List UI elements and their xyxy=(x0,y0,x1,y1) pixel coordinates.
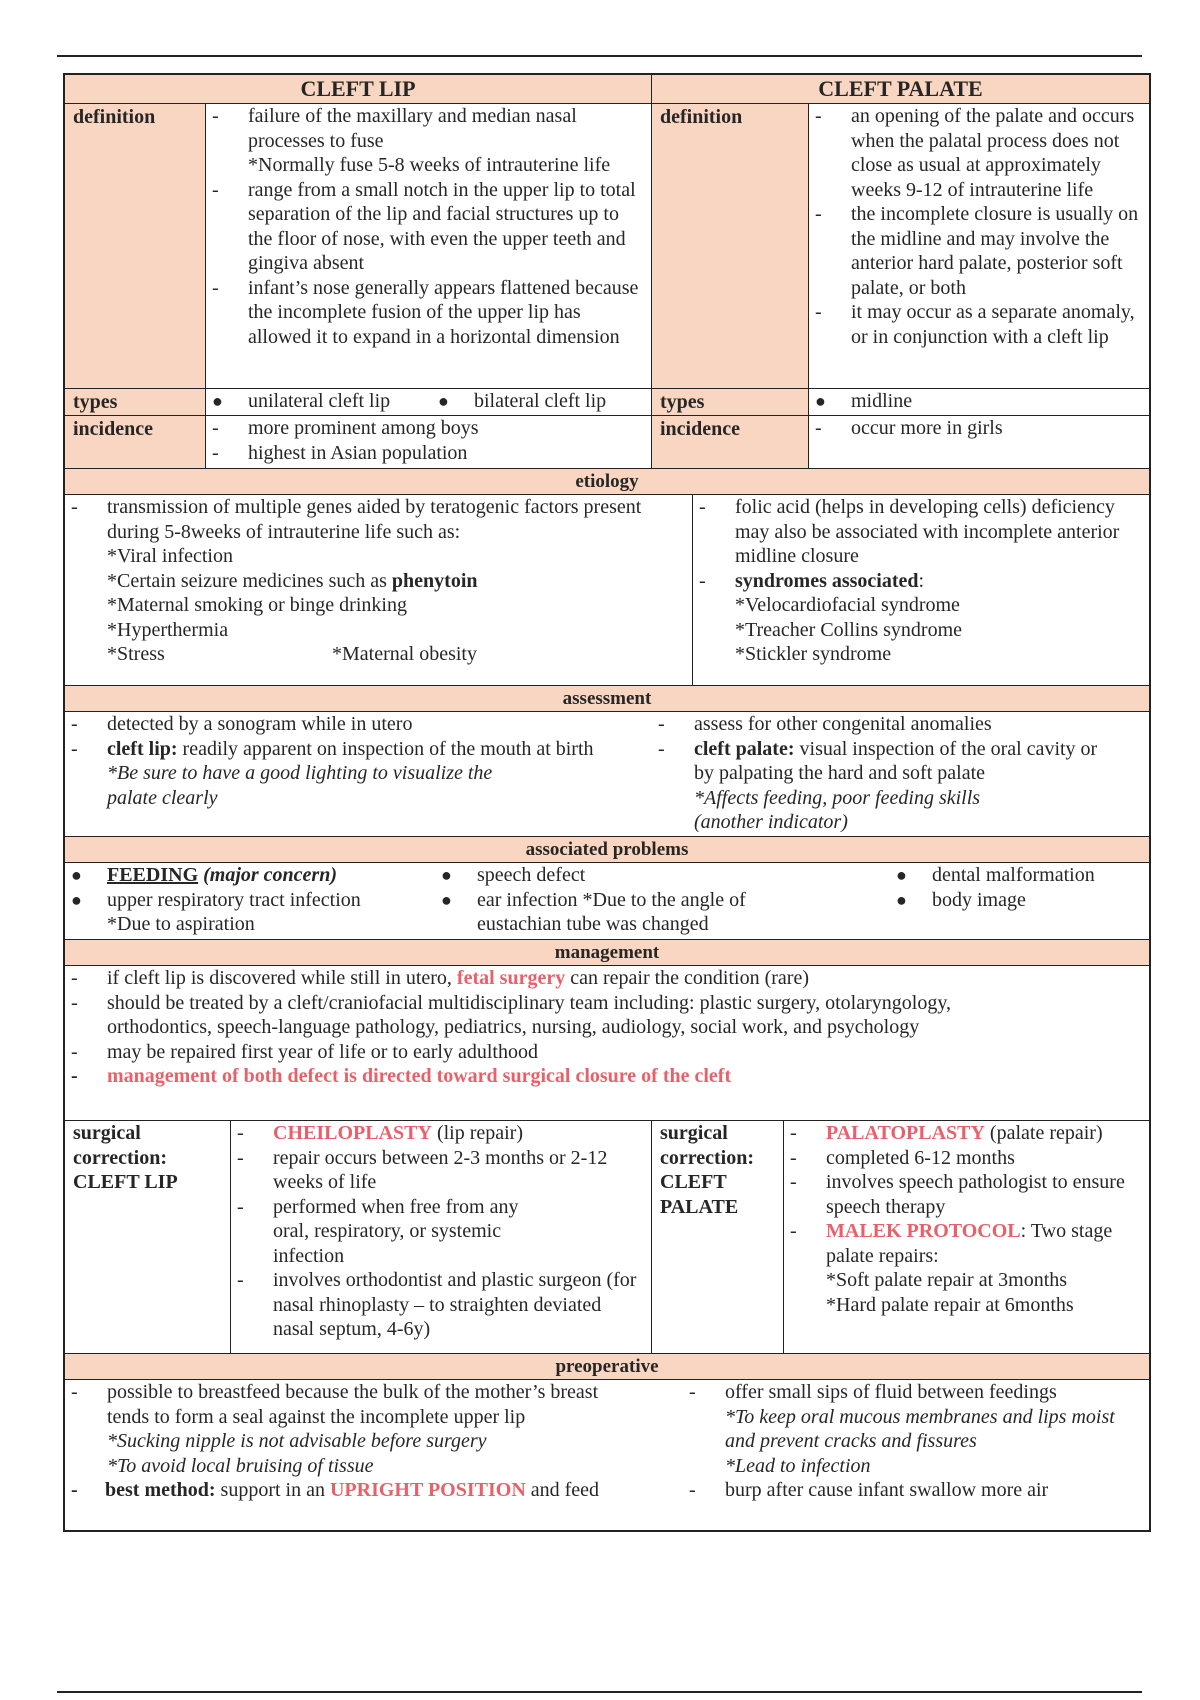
list-item: - it may occur as a separate anomaly, or in conjunction with a cleft lip xyxy=(815,301,1135,348)
list-item: ● body image xyxy=(896,888,1026,911)
cleft-lip-incidence-label: incidence xyxy=(65,416,206,468)
list-item: - PALATOPLASTY (palate repair) xyxy=(790,1122,1103,1144)
preop-bruising-note: *To avoid local bruising of tissue xyxy=(107,1454,374,1477)
problems-col-3 xyxy=(890,863,1149,939)
cleft-table xyxy=(63,73,1151,1532)
etiology-viral: *Viral infection xyxy=(107,545,233,567)
list-item: - infant’s nose generally appears flattened because the incomplete fusion of the upper lip has allowed it to expand in a horizontal dimension xyxy=(212,276,639,348)
soft-palate-repair: *Soft palate repair at 3months xyxy=(826,1269,1068,1291)
etiology-seizure: *Certain seizure medicines such as phenytoin xyxy=(107,569,478,592)
cleft-lip-definition-label: definition xyxy=(65,104,206,388)
cleft-lip-definition xyxy=(206,104,652,388)
cleft-palate-definition xyxy=(809,104,1149,388)
associated-problems-heading: associated problems xyxy=(65,837,1149,863)
management-heading: management xyxy=(65,940,1149,966)
syndrome-treacher: *Treacher Collins syndrome xyxy=(735,618,963,641)
list-item: ● ear infection *Due to the angle of eustachian tube was changed xyxy=(441,888,746,935)
list-item: - involves speech pathologist to ensure speech therapy xyxy=(790,1171,1125,1218)
list-item: - burp after cause infant swallow more air xyxy=(689,1479,1049,1501)
list-item: ● speech defect xyxy=(441,864,586,886)
cleft-lip-title: CLEFT LIP xyxy=(65,75,652,103)
assessment-lip-note: *Be sure to have a good lighting to visualize the palate clearly xyxy=(107,762,493,809)
problems-col-2 xyxy=(435,863,890,939)
list-item: - range from a small notch in the upper lip to total separation of the lip and facial structures up to the floor of nose, with even the upper teeth and gingiva absent xyxy=(212,178,636,274)
assessment-right xyxy=(652,712,1149,836)
list-item: - CHEILOPLASTY (lip repair) xyxy=(237,1122,524,1144)
list-item: - offer small sips of fluid between feedings xyxy=(689,1381,1057,1403)
management-list xyxy=(65,966,1149,1120)
list-item: - syndromes associated: xyxy=(699,569,925,592)
problems-row xyxy=(65,863,1149,940)
list-item: - the incomplete closure is usually on the midline and may involve the anterior hard palate, posterior soft palate, or both xyxy=(815,203,1139,299)
list-item: - involves orthodontist and plastic surgeon (for nasal rhinoplasty – to straighten deviated nasal septum, 4-6y) xyxy=(237,1269,637,1340)
list-item: - performed when free from any oral, respiratory, or systemic infection xyxy=(237,1195,519,1267)
list-item: - more prominent among boys xyxy=(212,417,479,439)
list-item: - if cleft lip is discovered while still in utero, fetal surgery can repair the condition (rare) xyxy=(71,967,809,989)
cleft-palate-title: CLEFT PALATE xyxy=(652,75,1149,103)
list-item: - transmission of multiple genes aided by teratogenic factors present during 5-8weeks of intrauterine life such as: xyxy=(71,496,642,543)
assessment-left xyxy=(65,712,652,836)
surgical-palate-label: surgical correction: CLEFT PALATE xyxy=(652,1121,784,1353)
preop-sucking-note: *Sucking nipple is not advisable before surgery xyxy=(107,1430,487,1452)
etiology-row xyxy=(65,495,1149,686)
etiology-left xyxy=(65,495,693,685)
etiology-right xyxy=(693,495,1149,685)
list-item: - detected by a sonogram while in utero xyxy=(71,713,413,735)
preoperative-right xyxy=(683,1380,1149,1530)
list-item: - assess for other congenital anomalies xyxy=(658,713,992,735)
list-item: - completed 6-12 months xyxy=(790,1146,1015,1169)
surgical-row xyxy=(65,1121,1149,1354)
types-row xyxy=(65,389,1149,416)
cleft-palate-definition-label: definition xyxy=(652,104,809,388)
bottom-rule xyxy=(57,1691,1142,1693)
list-item: - MALEK PROTOCOL: Two stage palate repairs: xyxy=(790,1220,1113,1267)
list-item: - highest in Asian population xyxy=(212,441,468,464)
preop-infection-note: *Lead to infection xyxy=(725,1454,871,1477)
list-item: - possible to breastfeed because the bulk of the mother’s breast tends to form a seal against the incomplete upper lip xyxy=(71,1381,599,1428)
cleft-lip-types: ● unilateral cleft lip ● bilateral cleft lip xyxy=(206,389,652,415)
syndrome-velo: *Velocardiofacial syndrome xyxy=(735,594,960,616)
note: *Normally fuse 5-8 weeks of intrauterine life xyxy=(248,154,611,176)
list-item: - may be repaired first year of life or to early adulthood xyxy=(71,1040,538,1063)
cleft-lip-types-label: types xyxy=(65,389,206,415)
list-item: ● dental malformation xyxy=(896,864,1095,886)
cleft-palate-incidence-label: incidence xyxy=(652,416,809,468)
surgical-palate-list xyxy=(784,1121,1149,1353)
title-row xyxy=(65,75,1149,104)
etiology-hyperthermia: *Hyperthermia xyxy=(107,618,229,641)
list-item: - cleft palate: visual inspection of the oral cavity or by palpating the hard and soft palate xyxy=(658,737,1098,784)
management-row xyxy=(65,966,1149,1121)
list-item: - failure of the maxillary and median nasal processes to fuse xyxy=(212,105,577,152)
list-item: ● FEEDING (major concern) xyxy=(71,864,338,886)
incidence-row xyxy=(65,416,1149,469)
preoperative-row xyxy=(65,1380,1149,1530)
cleft-lip-incidence xyxy=(206,416,652,468)
problems-col-1 xyxy=(65,863,435,939)
etiology-smoking: *Maternal smoking or binge drinking xyxy=(107,594,407,616)
cleft-palate-types-label: types xyxy=(652,389,809,415)
hard-palate-repair: *Hard palate repair at 6months xyxy=(826,1293,1074,1316)
preoperative-heading: preoperative xyxy=(65,1354,1149,1380)
assessment-heading: assessment xyxy=(65,686,1149,712)
surgical-lip-list xyxy=(231,1121,652,1353)
assessment-palate-note: *Affects feeding, poor feeding skills (another indicator) xyxy=(694,786,981,833)
etiology-heading: etiology xyxy=(65,469,1149,495)
list-item: - occur more in girls xyxy=(815,417,1003,439)
etiology-stress-obesity: *Stress *Maternal obesity xyxy=(107,643,477,665)
top-rule xyxy=(57,55,1142,57)
syndrome-stickler: *Stickler syndrome xyxy=(735,643,892,665)
list-item: - management of both defect is directed toward surgical closure of the cleft xyxy=(71,1065,732,1087)
preop-moist-note: *To keep oral mucous membranes and lips moist and prevent cracks and fissures xyxy=(725,1405,1115,1452)
cleft-palate-types: ● midline xyxy=(815,390,913,412)
list-item: - an opening of the palate and occurs when the palatal process does not close as usual at approximately weeks 9-12 of intrauterine life xyxy=(815,105,1135,201)
list-item: - repair occurs between 2-3 months or 2-12 weeks of life xyxy=(237,1146,608,1193)
preoperative-left xyxy=(65,1380,683,1530)
assessment-row xyxy=(65,712,1149,837)
surgical-lip-label: surgical correction: CLEFT LIP xyxy=(65,1121,231,1353)
list-item: - cleft lip: readily apparent on inspection of the mouth at birth xyxy=(71,737,594,760)
cleft-palate-incidence xyxy=(809,416,1149,468)
list-item: ● upper respiratory tract infection xyxy=(71,888,361,911)
list-item: - should be treated by a cleft/craniofacial multidisciplinary team including: plastic surgery, otolaryngology, orthodontics, speech-language pathology, pediatrics, nursing, audiology, social work, and psychology xyxy=(71,991,952,1038)
list-item: - folic acid (helps in developing cells) deficiency may also be associated with incomplete anterior midline closure xyxy=(699,496,1120,567)
problems-uri-note: *Due to aspiration xyxy=(107,913,255,935)
list-item: - best method: support in an UPRIGHT POSITION and feed xyxy=(71,1479,600,1501)
definition-row xyxy=(65,104,1149,389)
